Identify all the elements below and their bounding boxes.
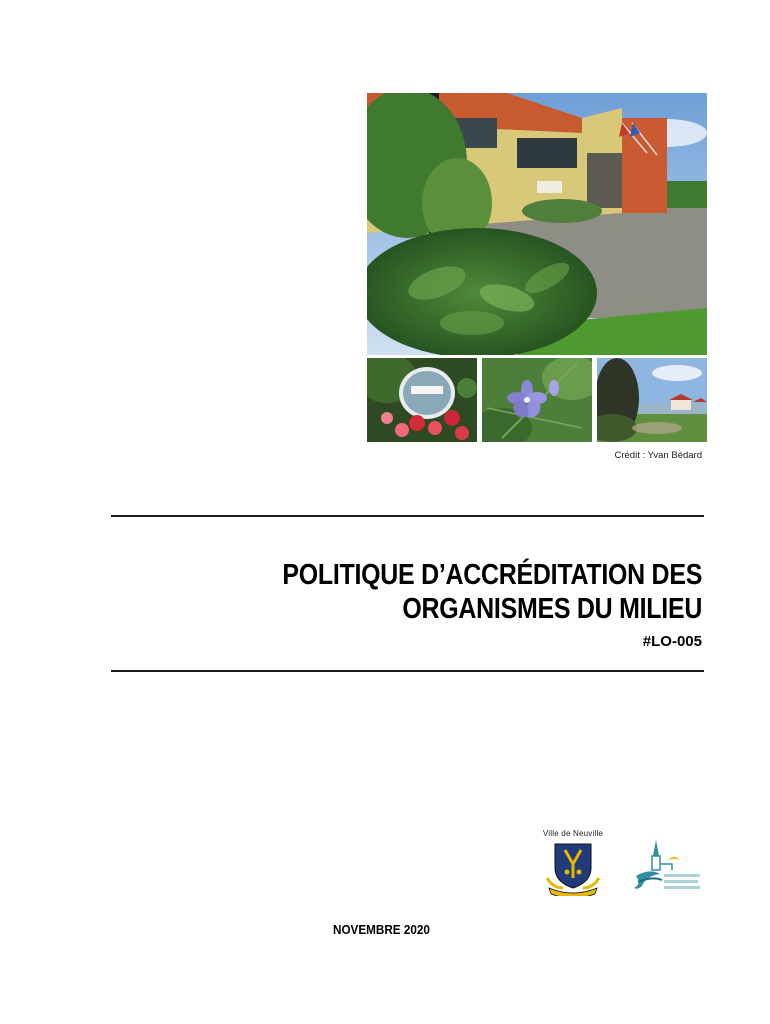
cover-photo-main xyxy=(367,93,707,355)
cover-photo-flower xyxy=(482,358,592,442)
cover-photo-sign xyxy=(367,358,477,442)
ville-de-neuville-label: Ville de Neuville xyxy=(542,829,604,838)
title-rule-bottom xyxy=(111,670,704,672)
publication-date: NOVEMBRE 2020 xyxy=(333,922,430,937)
document-title-line-2: ORGANISMES DU MILIEU xyxy=(402,593,702,625)
plus-beaux-villages-icon xyxy=(632,838,702,896)
neuville-coat-of-arms-icon xyxy=(541,838,605,896)
photo-credit: Crédit : Yvan Bédard xyxy=(614,450,702,461)
title-rule-top xyxy=(111,515,704,517)
document-title-line-1: POLITIQUE D’ACCRÉDITATION DES xyxy=(282,559,702,591)
policy-code: #LO-005 xyxy=(642,633,702,650)
plus-beaux-villages-logo xyxy=(632,838,702,896)
cover-photo-riverside xyxy=(597,358,707,442)
ville-de-neuville-logo xyxy=(541,829,605,897)
document-title xyxy=(282,558,702,626)
